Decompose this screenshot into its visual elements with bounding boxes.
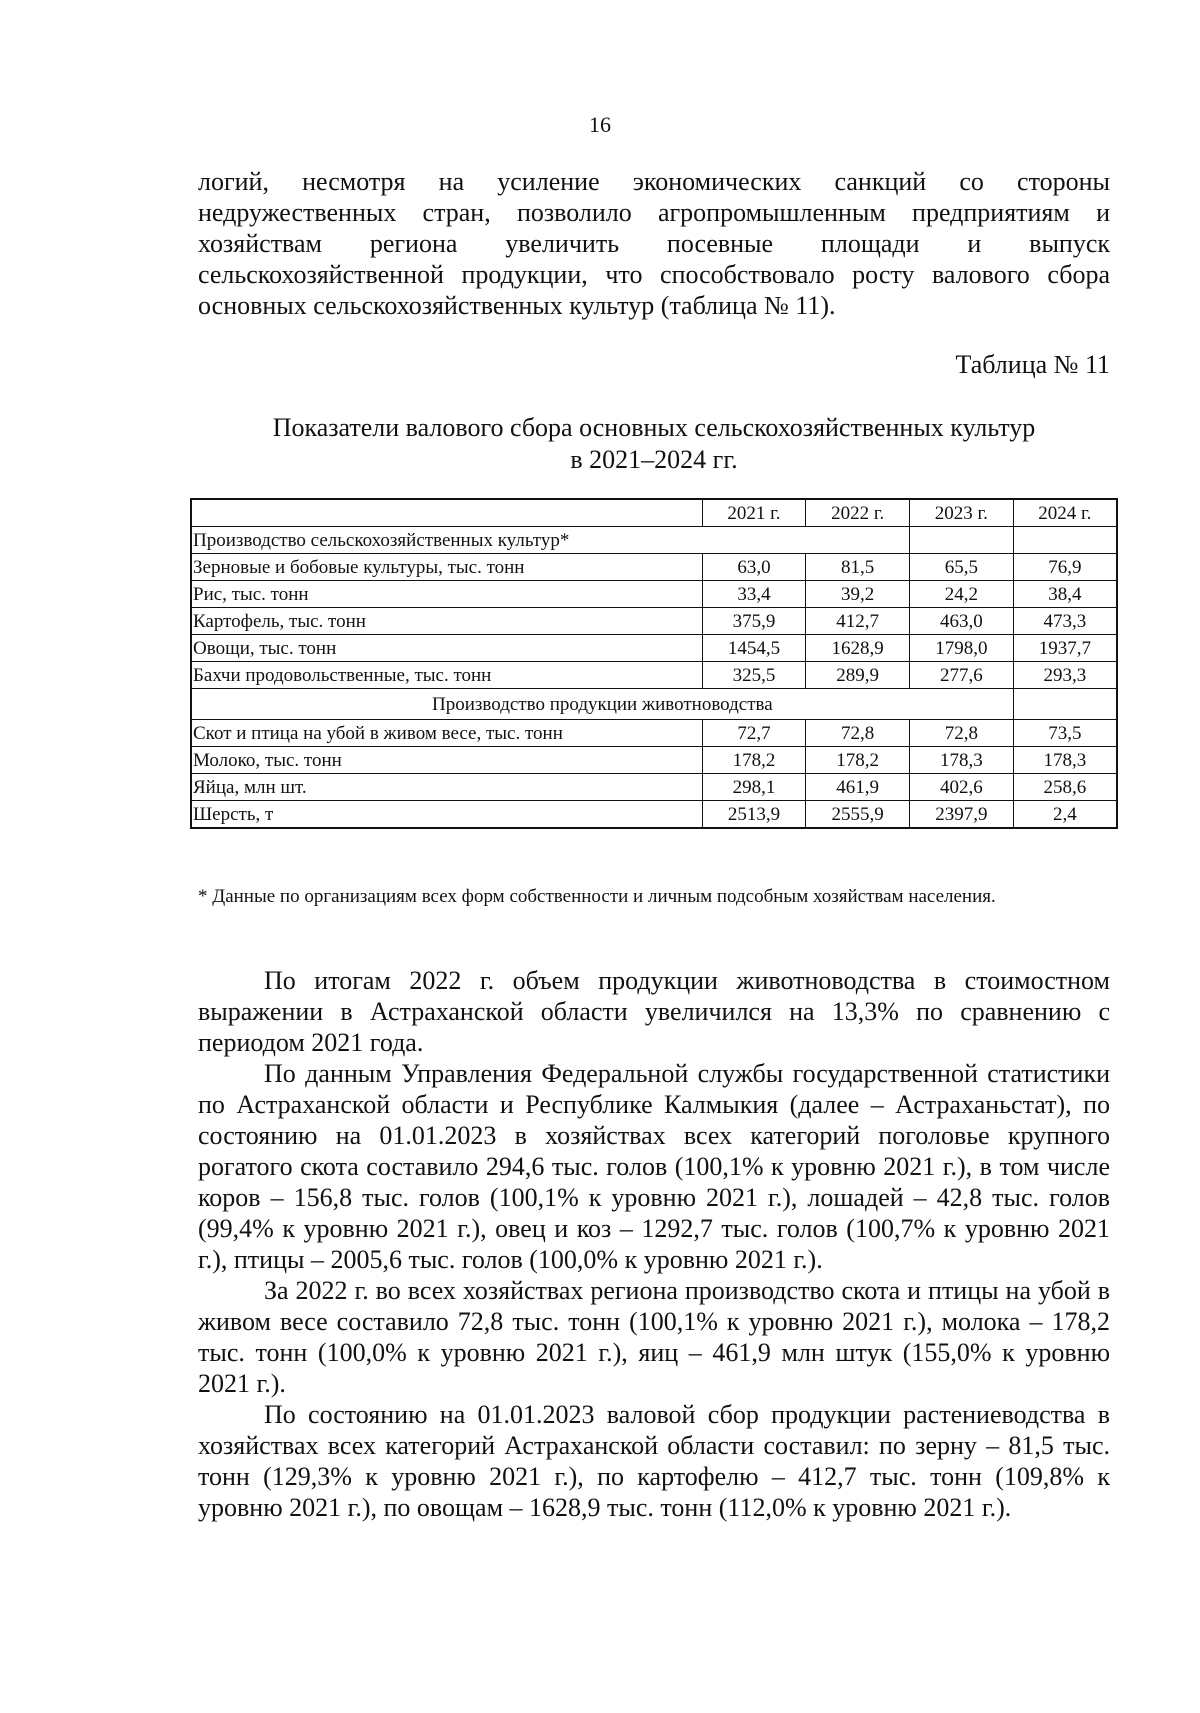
row-label: Бахчи продовольственные, тыс. тонн [191,662,702,689]
table-row [191,635,1117,662]
crop-section-label: Производство сельскохозяйственных культур* [191,527,910,554]
cell-value: 39,2 [806,581,910,608]
cell-value: 473,3 [1013,608,1117,635]
cell-value: 277,6 [910,662,1014,689]
row-label: Шерсть, т [191,801,702,829]
cell-value: 289,9 [806,662,910,689]
cell-value: 325,5 [702,662,806,689]
table-row [191,720,1117,747]
cell-value: 461,9 [806,774,910,801]
page-number: 16 [589,112,611,137]
cell-value: 1454,5 [702,635,806,662]
cell-value: 65,5 [910,554,1014,581]
cell-value: 402,6 [910,774,1014,801]
cell-value: 178,2 [806,747,910,774]
empty-cell [910,527,1014,554]
header-year-2024: 2024 г. [1013,499,1117,527]
paragraph: За 2022 г. во всех хозяйствах региона производство скота и птицы на убой в живом весе составило 72,8 тыс. тонн (100,1% к уровню 2021 г.), молока – 178,2 тыс. тонн (100,0% к уровню 2021 г.), яиц – 461,9 млн штук (155,0% к уровню 2021 г.). [198,1276,1110,1398]
cell-value: 76,9 [1013,554,1117,581]
header-year-2023: 2023 г. [910,499,1014,527]
table-footnote: * Данные по организациям всех форм собственности и личным подсобным хозяйствам населения. [198,886,996,907]
cell-value: 73,5 [1013,720,1117,747]
cell-value: 24,2 [910,581,1014,608]
row-label: Скот и птица на убой в живом весе, тыс. тонн [191,720,702,747]
table-row [191,554,1117,581]
table-row [191,662,1117,689]
cell-value: 38,4 [1013,581,1117,608]
empty-cell [1013,527,1117,554]
row-label: Овощи, тыс. тонн [191,635,702,662]
cell-value: 72,7 [702,720,806,747]
cell-value: 258,6 [1013,774,1117,801]
table-header-row [191,499,1117,527]
livestock-section-label: Производство продукции животноводства [191,689,1013,720]
table-row [191,801,1117,829]
cell-value: 81,5 [806,554,910,581]
cell-value: 2513,9 [702,801,806,829]
cell-value: 72,8 [806,720,910,747]
cell-value: 33,4 [702,581,806,608]
cell-value: 463,0 [910,608,1014,635]
cell-value: 63,0 [702,554,806,581]
table-title-line-1: Показатели валового сбора основных сельскохозяйственных культур [272,413,1036,442]
header-empty-cell [191,499,702,527]
table-row [191,608,1117,635]
header-year-2022: 2022 г. [806,499,910,527]
row-label: Картофель, тыс. тонн [191,608,702,635]
cell-value: 1937,7 [1013,635,1117,662]
intro-paragraph: логий, несмотря на усиление экономических санкций со стороны недружественных стран, позволило агропромышленным предприятиям и хозяйствам региона увеличить посевные площади и выпуск сельскохозяйственной продукции, что способствовало росту валового сбора основных сельскохозяйственных культур (таблица № 11). [198,167,1110,320]
cell-value: 178,3 [1013,747,1117,774]
cell-value: 293,3 [1013,662,1117,689]
cell-value: 178,2 [702,747,806,774]
cell-value: 412,7 [806,608,910,635]
row-label: Молоко, тыс. тонн [191,747,702,774]
cell-value: 178,3 [910,747,1014,774]
paragraph: По состоянию на 01.01.2023 валовой сбор продукции растениеводства в хозяйствах всех категорий Астраханской области составил: по зерну – 81,5 тыс. тонн (129,3% к уровню 2021 г.), по картофелю – 412,7 тыс. тонн (109,8% к уровню 2021 г.), по овощам – 1628,9 тыс. тонн (112,0% к уровню 2021 г.). [198,1400,1110,1522]
table-row [191,581,1117,608]
header-year-2021: 2021 г. [702,499,806,527]
row-label: Яйца, млн шт. [191,774,702,801]
row-label: Зерновые и бобовые культуры, тыс. тонн [191,554,702,581]
cell-value: 2397,9 [910,801,1014,829]
table-number: Таблица № 11 [955,350,1110,379]
livestock-section-row [191,689,1117,720]
table-title-line-2: в 2021–2024 гг. [570,445,738,474]
cell-value: 298,1 [702,774,806,801]
empty-cell [1013,689,1117,720]
cell-value: 1798,0 [910,635,1014,662]
row-label: Рис, тыс. тонн [191,581,702,608]
paragraph: По данным Управления Федеральной службы государственной статистики по Астраханской области и Республике Калмыкия (далее – Астраханьстат), по состоянию на 01.01.2023 в хозяйствах всех категорий поголовье крупного рогатого скота составило 294,6 тыс. голов (100,1% к уровню 2021 г.), в том числе коров – 156,8 тыс. голов (100,1% к уровню 2021 г.), лошадей – 42,8 тыс. голов (99,4% к уровню 2021 г.), овец и коз – 1292,7 тыс. голов (100,7% к уровню 2021 г.), птицы – 2005,6 тыс. голов (100,0% к уровню 2021 г.). [198,1059,1110,1274]
cell-value: 375,9 [702,608,806,635]
body-text [198,965,1110,1523]
cell-value: 72,8 [910,720,1014,747]
cell-value: 2,4 [1013,801,1117,829]
table-title [198,412,1110,476]
cell-value: 2555,9 [806,801,910,829]
table-row [191,774,1117,801]
harvest-table [190,498,1118,829]
table-row [191,747,1117,774]
cell-value: 1628,9 [806,635,910,662]
paragraph: По итогам 2022 г. объем продукции животноводства в стоимостном выражении в Астраханской области увеличился на 13,3% по сравнению с периодом 2021 года. [198,966,1110,1057]
crop-section-row [191,527,1117,554]
